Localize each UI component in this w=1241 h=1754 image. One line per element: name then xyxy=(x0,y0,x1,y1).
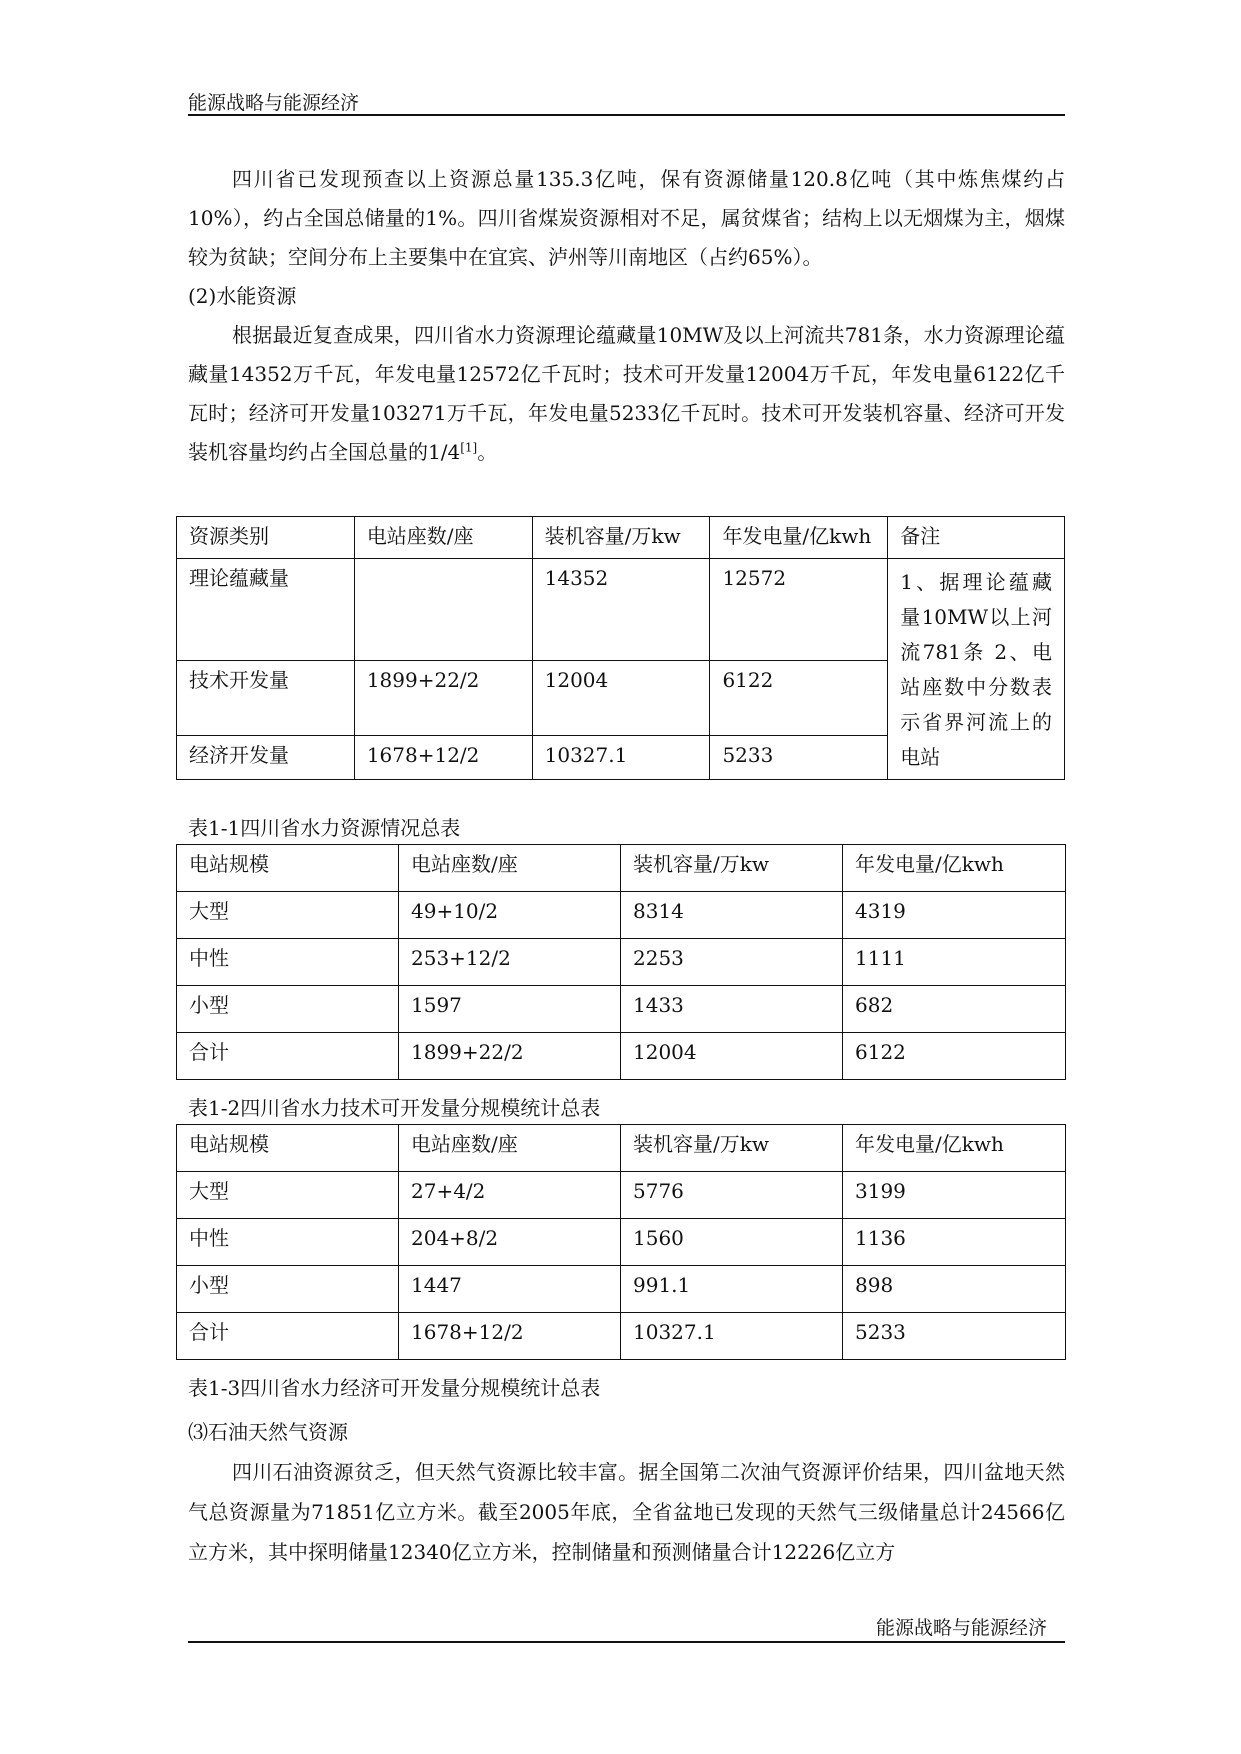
table-cell: 27+4/2 xyxy=(399,1172,621,1219)
table-cell: 小型 xyxy=(177,1266,399,1313)
table1-caption: 表1-1四川省水力资源情况总表 xyxy=(188,816,461,840)
header-cell: 资源类别 xyxy=(177,517,355,559)
table-row xyxy=(177,559,1065,661)
header-cell: 电站座数/座 xyxy=(354,517,532,559)
table-cell: 1678+12/2 xyxy=(399,1313,621,1360)
header-cell: 电站座数/座 xyxy=(399,845,621,892)
table-cell: 253+12/2 xyxy=(399,939,621,986)
header-cell: 装机容量/万kw xyxy=(621,1125,843,1172)
table-cell: 1899+22/2 xyxy=(399,1033,621,1080)
table-cell: 12004 xyxy=(621,1033,843,1080)
table-cell: 6122 xyxy=(843,1033,1066,1080)
upper-content xyxy=(188,160,1065,472)
table-row xyxy=(177,939,1066,986)
table-cell: 682 xyxy=(843,986,1066,1033)
header-rule xyxy=(188,114,1065,116)
table-cell: 大型 xyxy=(177,1172,399,1219)
table-cell: 5233 xyxy=(710,736,888,780)
oil-gas-paragraph: 四川石油资源贫乏，但天然气资源比较丰富。据全国第二次油气资源评价结果，四川盆地天然气总资源量为71851亿立方米。截至2005年底，全省盆地已发现的天然气三级储量总计24566亿立方米，其中探明储量12340亿立方米，控制储量和预测储量合计12226亿立方 xyxy=(188,1460,1065,1564)
table-cell: 12572 xyxy=(710,559,888,661)
table3-caption: 表1-3四川省水力经济可开发量分规模统计总表 xyxy=(188,1376,601,1400)
table-row xyxy=(177,1313,1066,1360)
page-footer: 能源战略与能源经济 xyxy=(875,1617,1047,1639)
table-cell: 合计 xyxy=(177,1033,399,1080)
header-cell: 电站规模 xyxy=(177,845,399,892)
table-cell: 4319 xyxy=(843,892,1066,939)
table-row xyxy=(177,1172,1066,1219)
table-cell xyxy=(354,559,532,661)
table-cell: 49+10/2 xyxy=(399,892,621,939)
header-cell: 电站规模 xyxy=(177,1125,399,1172)
lower-content xyxy=(188,1412,1065,1572)
table-cell: 合计 xyxy=(177,1313,399,1360)
table-cell: 中性 xyxy=(177,939,399,986)
table-cell: 2253 xyxy=(621,939,843,986)
footer-rule xyxy=(188,1641,1065,1643)
coal-paragraph: 四川省已发现预查以上资源总量135.3亿吨，保有资源储量120.8亿吨（其中炼焦煤约占10%），约占全国总储量的1%。四川省煤炭资源相对不足，属贫煤省；结构上以无烟煤为主，烟煤较为贫缺；空间分布上主要集中在宜宾、泸州等川南地区（占约65%）。 xyxy=(188,167,1065,269)
hydro-paragraph-text: 根据最近复查成果，四川省水力资源理论蕴藏量10MW及以上河流共781条，水力资源理论蕴藏量14352万千瓦，年发电量12572亿千瓦时；技术可开发量12004万千瓦，年发电量6122亿千瓦时；经济可开发量103271万千瓦，年发电量5233亿千瓦时。技术可开发装机容量、经济可开发装机容量均约占全国总量的1/4 xyxy=(188,323,1065,464)
citation-link[interactable]: [1] xyxy=(460,440,478,455)
table-row xyxy=(177,1266,1066,1313)
table-cell: 10327.1 xyxy=(621,1313,843,1360)
table-row xyxy=(177,1219,1066,1266)
header-cell: 年发电量/亿kwh xyxy=(843,845,1066,892)
table-cell: 1136 xyxy=(843,1219,1066,1266)
table-cell: 5233 xyxy=(843,1313,1066,1360)
table-cell: 理论蕴藏量 xyxy=(177,559,355,661)
table-cell: 8314 xyxy=(621,892,843,939)
table-row xyxy=(177,986,1066,1033)
table-cell: 12004 xyxy=(532,661,710,736)
table-cell: 小型 xyxy=(177,986,399,1033)
header-cell: 装机容量/万kw xyxy=(621,845,843,892)
page-header: 能源战略与能源经济 xyxy=(188,92,360,114)
hydro-paragraph xyxy=(188,316,1065,472)
table-cell: 6122 xyxy=(710,661,888,736)
table-cell: 898 xyxy=(843,1266,1066,1313)
remarks-cell: 1、据理论蕴藏量10MW以上河流781条 2、电站座数中分数表示省界河流上的电站 xyxy=(888,559,1065,780)
table-cell: 1899+22/2 xyxy=(354,661,532,736)
header-cell: 电站座数/座 xyxy=(399,1125,621,1172)
header-cell: 年发电量/亿kwh xyxy=(710,517,888,559)
table-cell: 技术开发量 xyxy=(177,661,355,736)
table-row xyxy=(177,892,1066,939)
table-cell: 1597 xyxy=(399,986,621,1033)
table-cell: 204+8/2 xyxy=(399,1219,621,1266)
table-cell: 1560 xyxy=(621,1219,843,1266)
header-cell: 备注 xyxy=(888,517,1065,559)
table-cell: 1678+12/2 xyxy=(354,736,532,780)
tech-capacity-table xyxy=(176,844,1066,1080)
header-cell: 年发电量/亿kwh xyxy=(843,1125,1066,1172)
hydro-paragraph-end: 。 xyxy=(477,440,498,464)
header-cell: 装机容量/万kw xyxy=(532,517,710,559)
economic-capacity-table xyxy=(176,1124,1066,1360)
hydro-resource-table xyxy=(176,516,1065,780)
hydro-heading: (2)水能资源 xyxy=(188,284,297,308)
table-cell: 10327.1 xyxy=(532,736,710,780)
table-cell: 1447 xyxy=(399,1266,621,1313)
table-header-row xyxy=(177,517,1065,559)
table-header-row xyxy=(177,1125,1066,1172)
table-cell: 1433 xyxy=(621,986,843,1033)
table-cell: 1111 xyxy=(843,939,1066,986)
oil-gas-heading: ⑶石油天然气资源 xyxy=(188,1420,348,1444)
table-cell: 3199 xyxy=(843,1172,1066,1219)
table-cell: 中性 xyxy=(177,1219,399,1266)
table-cell: 14352 xyxy=(532,559,710,661)
table-cell: 大型 xyxy=(177,892,399,939)
table-row xyxy=(177,1033,1066,1080)
table-cell: 经济开发量 xyxy=(177,736,355,780)
table2-caption: 表1-2四川省水力技术可开发量分规模统计总表 xyxy=(188,1096,601,1120)
table-cell: 5776 xyxy=(621,1172,843,1219)
table-header-row xyxy=(177,845,1066,892)
table-cell: 991.1 xyxy=(621,1266,843,1313)
